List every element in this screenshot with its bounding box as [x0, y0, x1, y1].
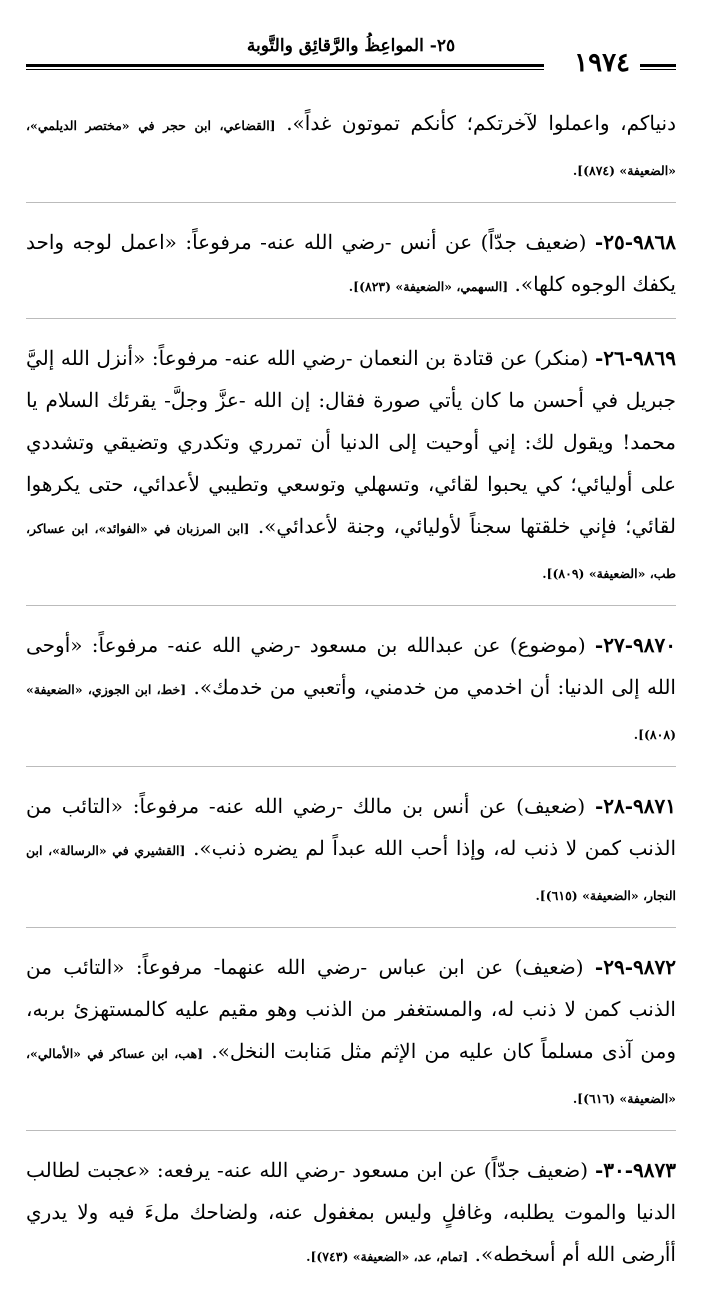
- hadith-entry: [26, 946, 676, 1131]
- hadith-source: [هب، ابن عساكر في «الأمالي»، «الضعيفة» (٦١٦)].: [26, 1046, 676, 1106]
- hadith-source: [تمام، عد، «الضعيفة» (٧٤٣)].: [306, 1249, 469, 1264]
- hadith-entry: [26, 624, 676, 767]
- header-rule: [26, 64, 544, 70]
- hadith-number: ٩٨٧٢-٢٩-: [594, 955, 676, 979]
- hadith-text: عن ابن عباس -رضي الله عنهما- مرفوعاً: «التائب من الذنب كمن لا ذنب له، والمستغفر من الذنب وهو مقيم عليه كالمستهزئ بربه، ومن آذى مسلماً كان عليه من الإثم مثل مَنابت النخل».: [26, 955, 677, 1063]
- hadith-grade: (ضعيف جدّاً): [480, 230, 587, 254]
- hadith-text: عن عبدالله بن مسعود -رضي الله عنه- مرفوعاً: «أوحى الله إلى الدنيا: أن اخدمي من خدمني، وأتعبي من خدمك».: [26, 633, 676, 699]
- hadith-source: [خط، ابن الجوزي، «الضعيفة» (٨٠٨)].: [26, 682, 676, 742]
- hadith-number: ٩٨٦٩-٢٦-: [594, 346, 677, 370]
- hadith-grade: (ضعيف): [516, 794, 586, 818]
- hadith-text: عن قتادة بن النعمان -رضي الله عنه- مرفوعاً: «أنزل الله إليَّ جبريل في أحسن ما كان يأتي صورة فقال: إن الله -عزَّ وجلَّ- يقرئك السلام يا محمد! ويقول لك: إني أوحيت إلى الدنيا أن تمرري وتكدري وتضيقي وتشددي على أوليائي؛ كي يحبوا لقائي، وتسهلي وتوسعي وتطيبي لأعدائي، حتى يكرهوا لقائي؛ فإني خلقتها سجناً لأوليائي، وجنة لأعدائي».: [26, 346, 676, 538]
- hadith-entry: [26, 1149, 676, 1288]
- hadith-text: دنياكم، واعملوا لآخرتكم؛ كأنكم تموتون غداً».: [286, 111, 677, 135]
- hadith-list: [26, 102, 676, 1288]
- hadith-source: [السهمي، «الضعيفة» (٨٢٣)].: [348, 279, 509, 294]
- hadith-grade: (موضوع): [509, 633, 586, 657]
- book-page: [26, 36, 676, 1306]
- hadith-entry: [26, 785, 676, 928]
- hadith-source: [القشيري في «الرسالة»، ابن النجار، «الضعيفة» (٦١٥)].: [26, 843, 676, 903]
- hadith-grade: (منكر): [533, 346, 589, 370]
- header-rule-short: [640, 64, 676, 70]
- hadith-source: [القضاعي، ابن حجر في «مختصر الديلمي»، «الضعيفة» (٨٧٤)].: [26, 118, 676, 178]
- hadith-source: [ابن المرزبان في «الفوائد»، ابن عساكر، طب، «الضعيفة» (٨٠٩)].: [26, 521, 676, 581]
- hadith-text: عن أنس -رضي الله عنه- مرفوعاً: «اعمل لوجه واحد يكفك الوجوه كلها».: [26, 230, 676, 296]
- hadith-number: ٩٨٧٣-٣٠-: [594, 1158, 677, 1182]
- hadith-grade: (ضعيف جدّاً): [483, 1158, 589, 1182]
- hadith-text: عن أنس بن مالك -رضي الله عنه- مرفوعاً: «التائب من الذنب كمن لا ذنب له، وإذا أحب الله عبداً لم يضره ذنب».: [26, 794, 677, 860]
- page-number: ١٩٧٤: [574, 48, 630, 78]
- hadith-text: عن ابن مسعود -رضي الله عنه- يرفعه: «عجبت لطالب الدنيا والموت يطلبه، وغافلٍ وليس بمغفول عنه، ولضاحك ملءَ فيه ولا يدري أأرضى الله أم أسخطه».: [26, 1158, 676, 1266]
- hadith-entry: [26, 221, 676, 319]
- hadith-entry: [26, 337, 676, 606]
- hadith-entry: [26, 102, 676, 203]
- page-header: [26, 36, 676, 82]
- chapter-title: ٢٥- المواعِظُ والرَّقائِق والتَّوبة: [246, 36, 456, 56]
- hadith-number: ٩٨٧١-٢٨-: [594, 794, 677, 818]
- hadith-number: ٩٨٦٨-٢٥-: [594, 230, 676, 254]
- hadith-number: ٩٨٧٠-٢٧-: [594, 633, 676, 657]
- hadith-grade: (ضعيف): [514, 955, 584, 979]
